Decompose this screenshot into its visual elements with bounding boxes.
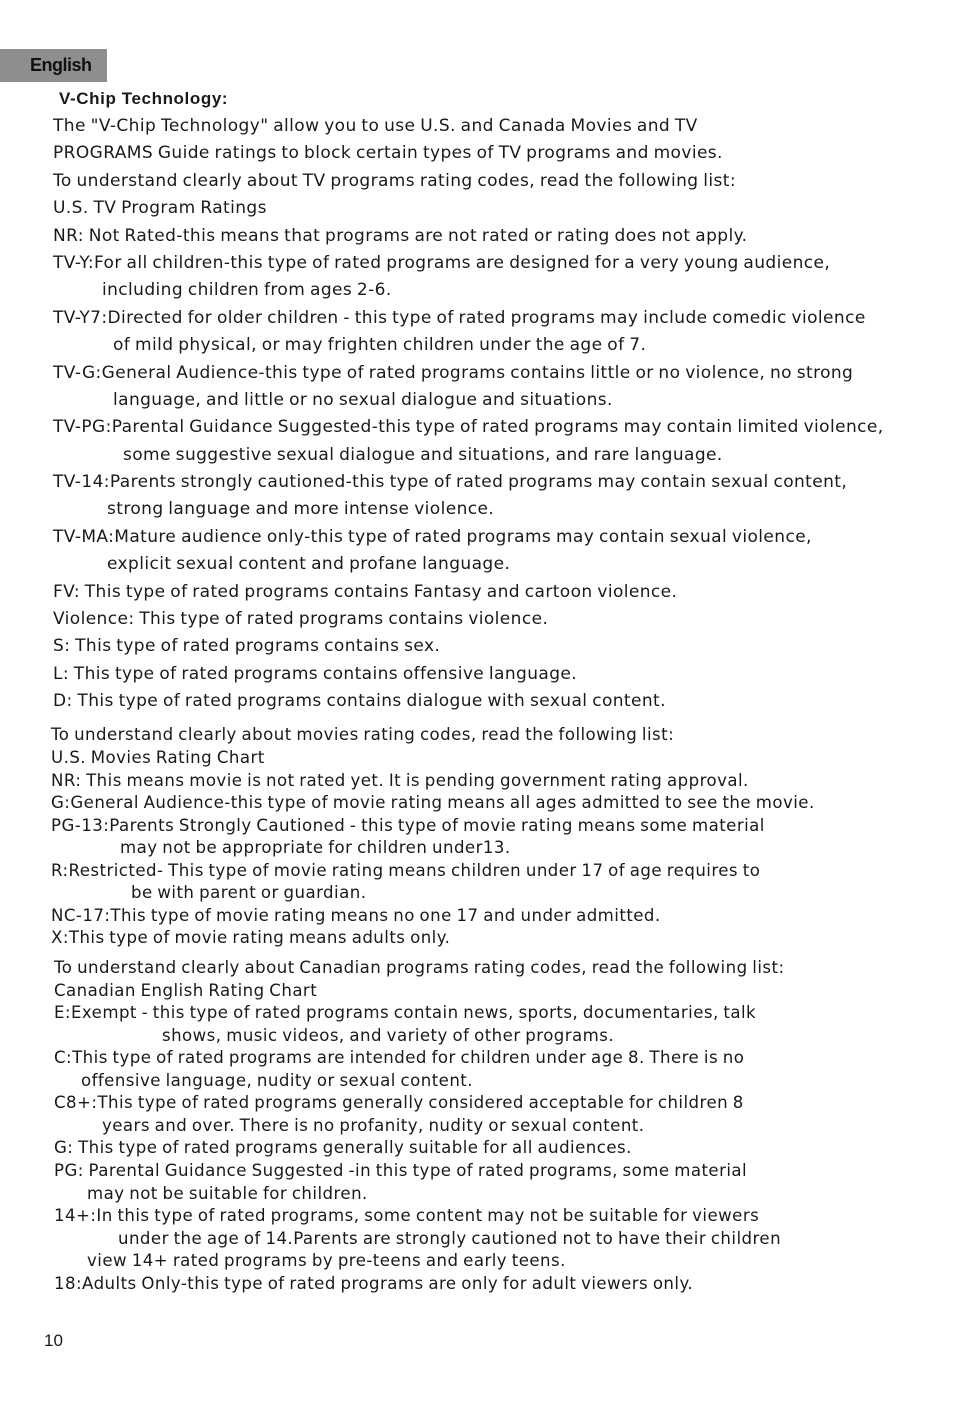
text-line: shows, music videos, and variety of other programs. [162,1026,615,1045]
text-line: offensive language, nudity or sexual content. [81,1071,473,1090]
text-line: E:Exempt - this type of rated programs contain news, sports, documentaries, talk [54,1003,757,1022]
text-line: The "V-Chip Technology" allow you to use U.S. and Canada Movies and TV [53,116,698,136]
text-line: language, and little or no sexual dialogue and situations. [113,390,613,410]
text-line: NC-17:This type of movie rating means no one 17 and under admitted. [51,906,661,925]
text-line: PG: Parental Guidance Suggested -in this type of rated programs, some material [54,1161,748,1180]
text-line: Canadian English Rating Chart [54,981,318,1000]
text-line: NR: Not Rated-this means that programs are not rated or rating does not apply. [53,226,748,246]
text-line: S: This type of rated programs contains sex. [53,636,441,656]
text-line: TV-PG:Parental Guidance Suggested-this type of rated programs may contain limited violence, [53,417,884,437]
text-line: R:Restricted- This type of movie rating means children under 17 of age requires to [51,861,761,880]
text-line: G:General Audience-this type of movie rating means all ages admitted to see the movie. [51,793,815,812]
language-tab [0,49,107,82]
text-line: C8+:This type of rated programs generally considered acceptable for children 8 [54,1093,744,1112]
text-line: D: This type of rated programs contains dialogue with sexual content. [53,691,666,711]
text-line: U.S. TV Program Ratings [53,198,267,218]
text-line: To understand clearly about movies rating codes, read the following list: [51,725,675,744]
page-number: 10 [44,1331,63,1350]
text-line: Violence: This type of rated programs contains violence. [53,609,549,629]
text-line: L: This type of rated programs contains offensive language. [53,664,578,684]
text-line: years and over. There is no profanity, nudity or sexual content. [102,1116,645,1135]
text-line: NR: This means movie is not rated yet. It is pending government rating approval. [51,771,749,790]
text-line: explicit sexual content and profane language. [107,554,511,574]
page-title: V-Chip Technology: [59,89,229,108]
text-line: TV-Y7:Directed for older children - this type of rated programs may include comedic violence [53,308,866,328]
text-line: To understand clearly about Canadian programs rating codes, read the following list: [54,958,785,977]
text-line: FV: This type of rated programs contains Fantasy and cartoon violence. [53,582,678,602]
text-line: PG-13:Parents Strongly Cautioned - this type of movie rating means some material [51,816,765,835]
text-line: strong language and more intense violence. [107,499,495,519]
text-line: 18:Adults Only-this type of rated programs are only for adult viewers only. [54,1274,694,1293]
text-line: view 14+ rated programs by pre-teens and early teens. [87,1251,566,1270]
text-line: some suggestive sexual dialogue and situations, and rare language. [123,445,723,465]
text-line: may not be appropriate for children under13. [120,838,511,857]
text-line: 14+:In this type of rated programs, some content may not be suitable for viewers [54,1206,760,1225]
text-line: C:This type of rated programs are intended for children under age 8. There is no [54,1048,745,1067]
text-line: U.S. Movies Rating Chart [51,748,265,767]
language-label: English [30,55,92,75]
text-line: be with parent or guardian. [131,883,367,902]
text-line: To understand clearly about TV programs rating codes, read the following list: [53,171,736,191]
text-line: X:This type of movie rating means adults only. [51,928,451,947]
text-line: TV-14:Parents strongly cautioned-this type of rated programs may contain sexual content, [53,472,848,492]
text-line: of mild physical, or may frighten children under the age of 7. [113,335,647,355]
text-line: TV-Y:For all children-this type of rated programs are designed for a very young audience, [53,253,831,273]
text-line: may not be suitable for children. [87,1184,368,1203]
text-line: TV-MA:Mature audience only-this type of rated programs may contain sexual violence, [53,527,812,547]
text-line: G: This type of rated programs generally suitable for all audiences. [54,1138,632,1157]
text-line: PROGRAMS Guide ratings to block certain types of TV programs and movies. [53,143,723,163]
text-line: including children from ages 2-6. [102,280,392,300]
text-line: under the age of 14.Parents are strongly cautioned not to have their children [118,1229,782,1248]
text-line: TV-G:General Audience-this type of rated programs contains little or no violence, no strong [53,363,854,383]
